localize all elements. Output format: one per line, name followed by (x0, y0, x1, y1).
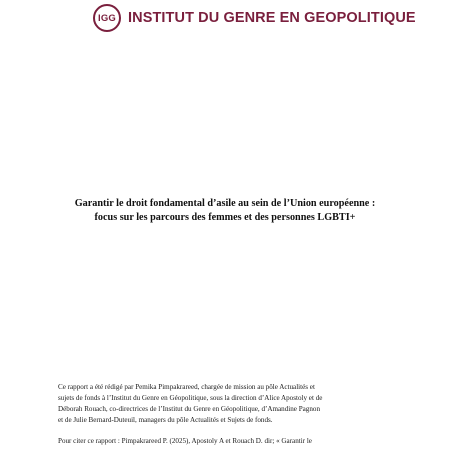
institute-name: INSTITUT DU GENRE EN GEOPOLITIQUE (128, 10, 416, 26)
authorship-line-4: et de Julie Bernard-Duteuil, managers du pôle Actualités et Sujets de fonds. (58, 416, 273, 424)
report-title (20, 197, 430, 225)
institute-logo (93, 4, 416, 32)
authorship-line-2: sujets de fonds à l’Institut du Genre en Géopolitique, sous la direction d’Alice Apostoly et de (58, 394, 323, 402)
report-title-line-1: Garantir le droit fondamental d’asile au sein de l’Union européenne : (74, 198, 376, 209)
report-title-line-2: focus sur les parcours des femmes et des personnes LGBTI+ (94, 212, 356, 223)
authorship-line-3: Déborah Rouach, co-directrices de l’Institut du Genre en Géopolitique, d’Amandine Pagnon (58, 405, 320, 413)
authorship-paragraph (58, 382, 398, 426)
authorship-line-1: Ce rapport a été rédigé par Pemika Pimpakrareed, chargée de mission au pôle Actualités et (58, 383, 315, 391)
igg-logo-mark: IGG (93, 4, 121, 32)
citation-paragraph: Pour citer ce rapport : Pimpakrareed P. (2025), Apostoly A et Rouach D. dir; « Garantir le (58, 437, 312, 445)
